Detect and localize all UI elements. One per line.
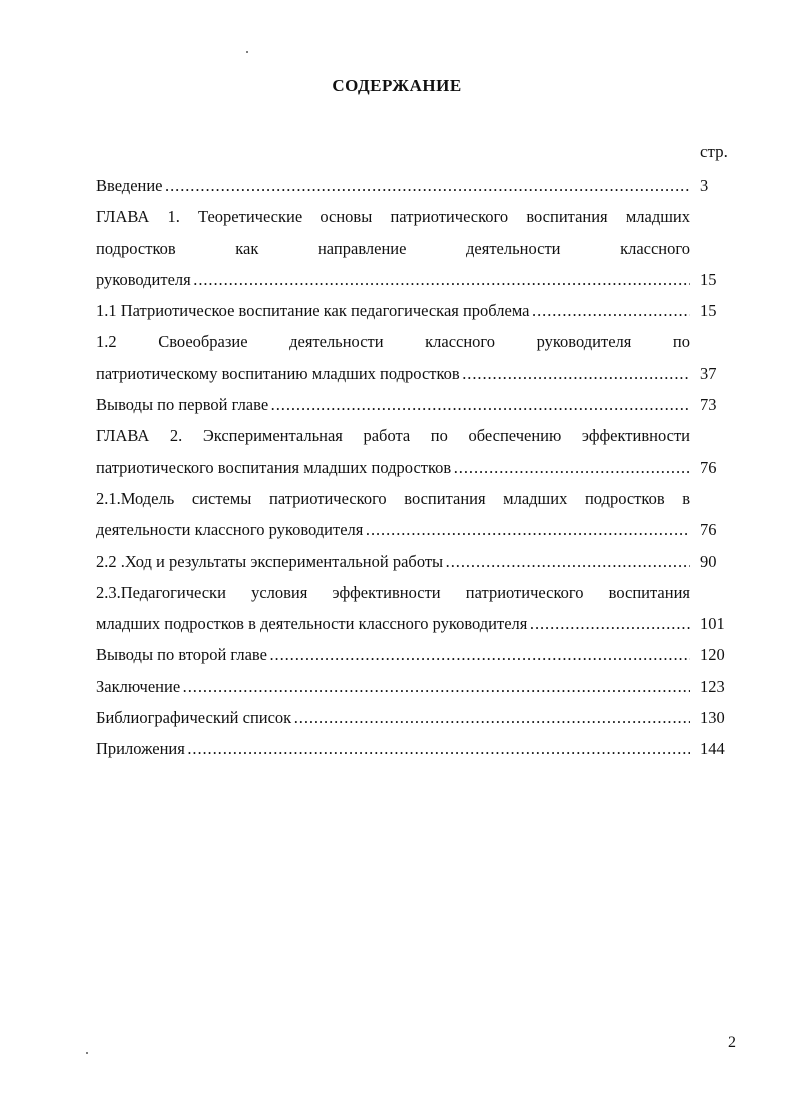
toc-entry-title: Заключение [96,676,181,696]
leader-dots [191,270,690,289]
leader-dots [163,176,690,195]
leader-dots [185,739,690,758]
toc-entry-introduction[interactable] [96,170,736,201]
toc-page-number: 76 [700,457,717,477]
toc-entry-chapter-1-conclusions[interactable] [96,389,736,420]
toc-page-number: 15 [700,301,717,321]
page-column-label: стр. [700,142,728,161]
leader-dots [530,301,690,320]
toc-page-number: 120 [700,645,725,665]
toc-entry-title: ГЛАВА 2. Экспериментальная работа по обеспечению эффективности [96,426,690,446]
leader-dots [527,614,690,633]
toc-page-number: 144 [700,739,725,759]
toc-entry-title: Выводы по первой главе [96,395,269,415]
scan-speck [86,1052,88,1054]
leader-dots [460,364,690,383]
leader-dots [268,395,690,414]
toc-entry-title: Приложения [96,739,185,759]
toc-page-number: 37 [700,363,717,383]
leader-dots [451,458,690,477]
toc-entry-chapter-2-end[interactable] [96,452,736,483]
page-title: СОДЕРЖАНИЕ [332,76,462,95]
toc-entry-bibliography[interactable] [96,702,736,733]
toc-entry-section-1-1[interactable] [96,295,736,326]
toc-entry-section-1-2-end[interactable] [96,358,736,389]
leader-dots [180,677,690,696]
toc-entry-title: 2.3.Педагогически условия эффективности патриотического воспитания [96,582,690,602]
toc-entry-title: патриотическому воспитанию младших подростков [96,363,460,383]
toc-page-number: 130 [700,708,725,728]
toc-entry-section-2-3[interactable] [96,577,736,608]
leader-dots [363,520,690,539]
toc-entry-title: младших подростков в деятельности классного руководителя [96,614,528,634]
toc-entry-title: Введение [96,176,163,195]
toc-entry-title: патриотического воспитания младших подростков [96,457,452,477]
toc-entry-chapter-1-end[interactable] [96,264,736,295]
toc-page-number: 73 [700,395,717,415]
toc-entry-section-2-1-end[interactable] [96,514,736,545]
toc-entry-section-2-2[interactable] [96,546,736,577]
toc-entry-chapter-2-conclusions[interactable] [96,639,736,670]
toc-entry-section-1-2[interactable] [96,326,736,357]
toc-entry-title: Библиографический список [96,708,292,728]
toc-entry-section-2-1[interactable] [96,483,736,514]
toc-entry-appendices[interactable] [96,733,736,764]
toc-entry-title: Выводы по второй главе [96,645,267,665]
toc-entry-title: руководителя [96,269,191,289]
toc-entry-chapter-1-cont[interactable] [96,233,736,264]
scan-speck [246,51,248,53]
toc-page-number: 90 [700,551,717,571]
leader-dots [267,645,690,664]
page-number: 2 [728,1034,736,1051]
toc-page-number: 101 [700,614,725,634]
toc-page-number: 3 [700,176,709,195]
toc-page-number: 76 [700,520,717,540]
toc-entry-title: 2.1.Модель системы патриотического воспитания младших подростков в [96,488,690,508]
toc-entry-title: подростков как направление деятельности классного [96,238,690,258]
leader-dots [443,552,690,571]
toc-entry-conclusion[interactable] [96,671,736,702]
toc-page-number: 123 [700,676,725,696]
toc-page-number: 15 [700,269,717,289]
toc-entry-chapter-1[interactable] [96,201,736,232]
toc-entry-title: деятельности классного руководителя [96,520,364,540]
toc-entry-title: 1.2 Своеобразие деятельности классного руководителя по [96,332,690,352]
toc-entry-title: 1.1 Патриотическое воспитание как педагогическая проблема [96,301,530,321]
toc-entry-chapter-2[interactable] [96,420,736,451]
toc-entry-section-2-3-end[interactable] [96,608,736,639]
table-of-contents [96,170,736,765]
toc-entry-title: ГЛАВА 1. Теоретические основы патриотического воспитания младших [96,207,690,227]
toc-entry-title: 2.2 .Ход и результаты экспериментальной работы [96,551,444,571]
leader-dots [291,708,690,727]
